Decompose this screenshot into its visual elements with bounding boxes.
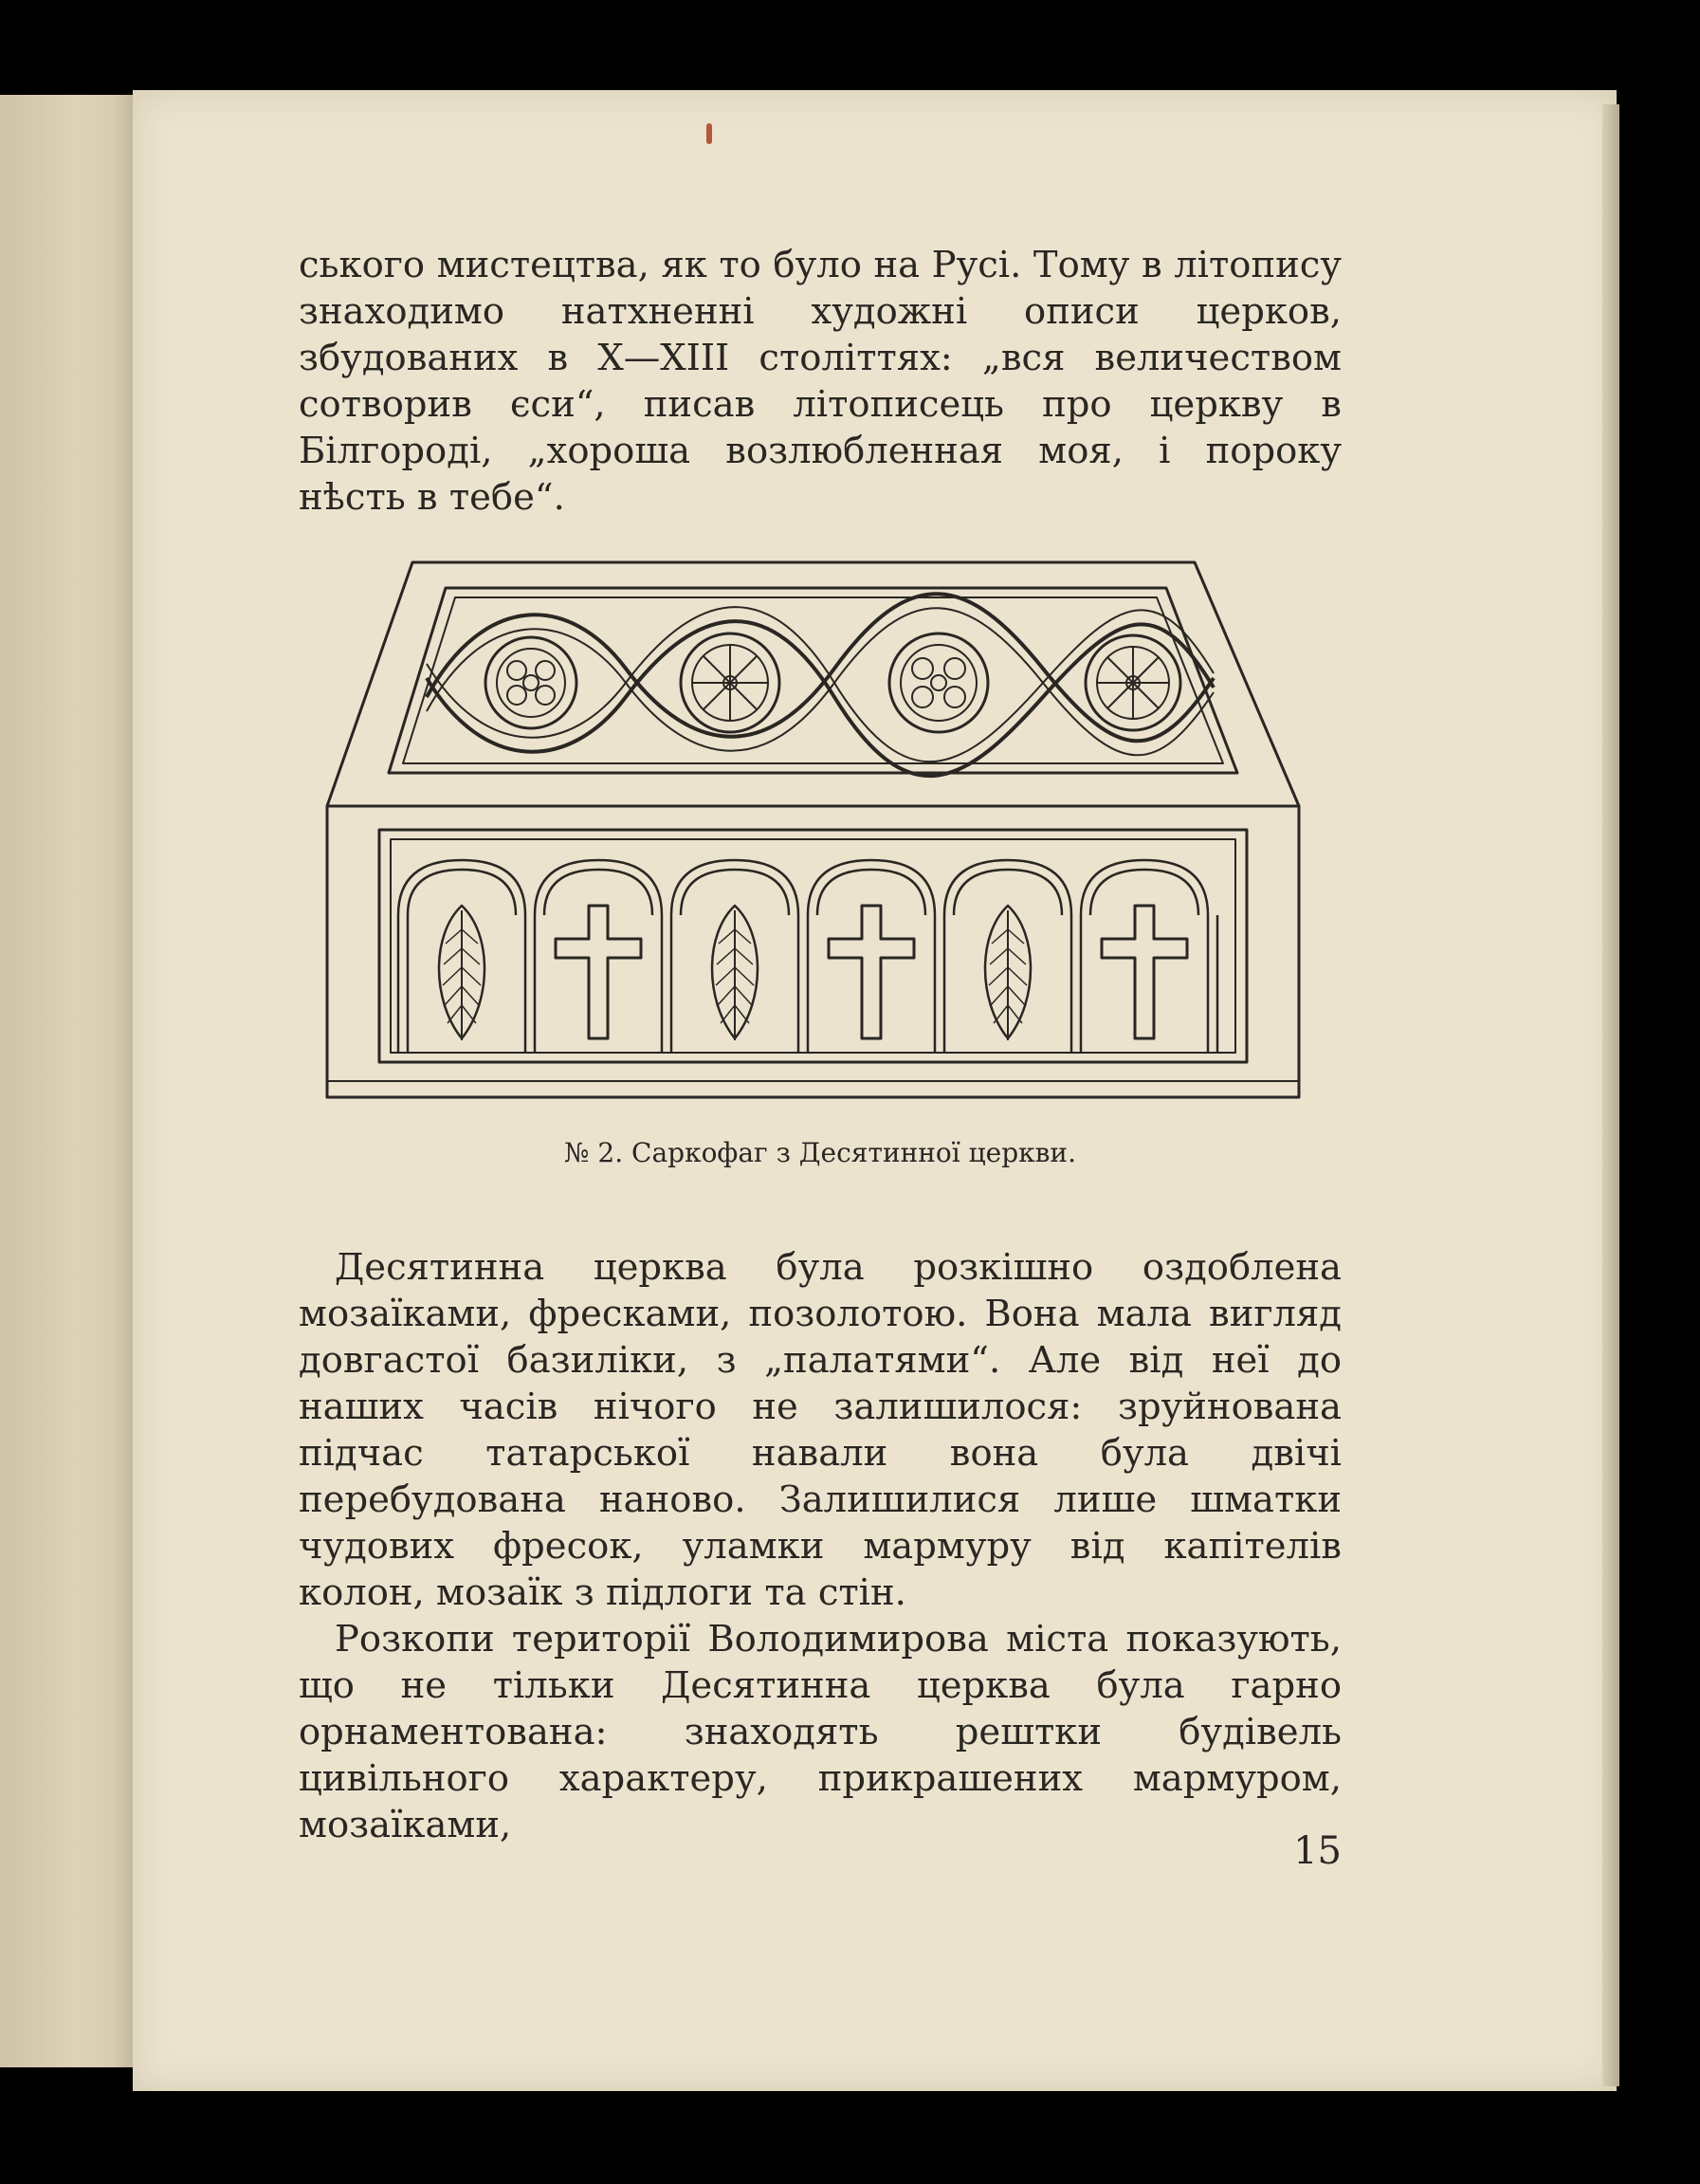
previous-page-edge — [0, 95, 142, 2067]
cross-2 — [829, 906, 914, 1038]
paragraph-top — [299, 242, 1342, 521]
rosette-3 — [889, 633, 988, 732]
sarcophagus-illustration — [322, 555, 1308, 1100]
palm-leaf-1 — [439, 906, 484, 1040]
cross-3 — [1102, 906, 1187, 1038]
ink-mark — [706, 123, 712, 144]
rosette-2 — [681, 633, 779, 732]
lid-outline — [327, 562, 1299, 806]
page-number: 15 — [1293, 1829, 1342, 1873]
rosette-4 — [1086, 635, 1180, 730]
lid-interlace-band-a — [427, 594, 1214, 741]
paragraph-3: Розкопи території Володимирова міста показують, що не тільки Десятинна церква була гарно орнаментована: знаходять рештки будівель цивільного характеру, прикрашених мармуром, мозаїками, — [299, 1618, 1342, 1846]
rosette-1 — [485, 637, 576, 728]
cross-1 — [556, 906, 641, 1038]
lid-interlace-band-b — [427, 621, 1214, 776]
palm-leaf-2 — [712, 906, 758, 1040]
page-edge-shadow — [1602, 104, 1619, 2086]
figure-caption: № 2. Саркофаг з Десятинної церкви. — [564, 1137, 1076, 1168]
paragraphs-bottom — [299, 1244, 1342, 1848]
palm-leaf-3 — [985, 906, 1031, 1040]
paragraph-2: Десятинна церква була розкішно оздоблена мозаїками, фресками, позолотою. Вона мала вигляд довгастої базиліки, з „палатями“. Але від неї до наших часів нічого не залишилося: зруйнована підчас татарської навали вона була двічі перебудована наново. Залишилися лише шматки чудових фресок, уламки мармуру від капітелів колон, мозаїк з підлоги та стін. — [299, 1246, 1342, 1614]
paragraph-top-text: ського мистецтва, як то було на Русі. Тому в літопису знаходимо натхненні художні описи церков, збудованих в X—XIII століттях: „вся величеством сотворив єси“, писав літописець про церкву в Білгороді, „хороша возлюбленная моя, і пороку нѣсть в тебе“. — [299, 244, 1342, 519]
arcade — [398, 860, 1217, 1053]
